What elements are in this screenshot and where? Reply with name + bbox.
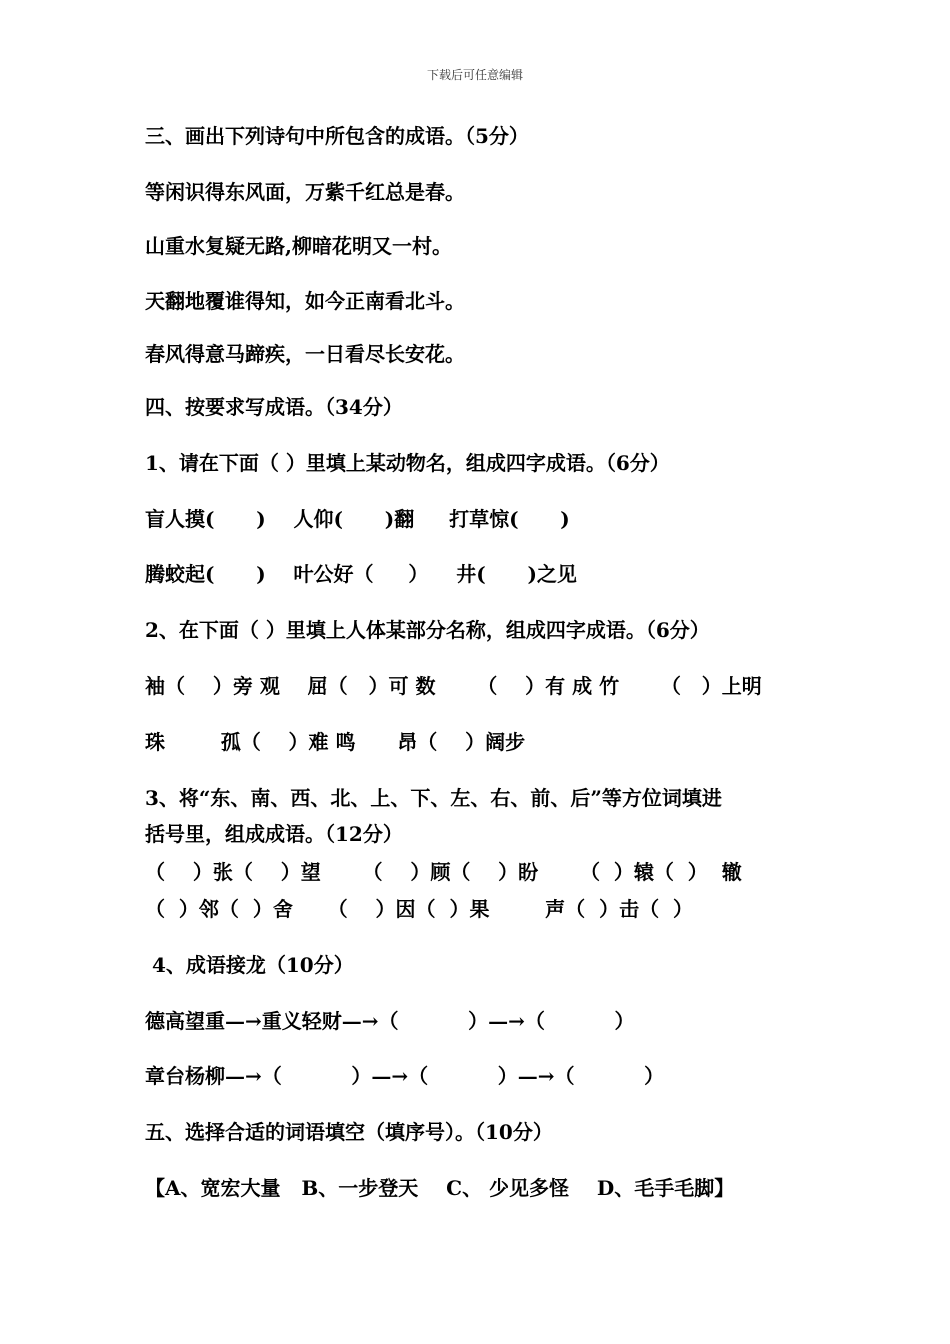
question-3-line-1: 3、将“东、南、西、北、上、下、左、右、前、后”等方位词填进 [145,786,722,810]
question-1: 1、请在下面（ ）里填上某动物名，组成四字成语。（6分） [145,451,670,475]
q3-row-2: （ ）邻（ ）舍 （ ）因（ ）果 声（ ）击（ ） [145,897,693,921]
question-3-line-2: 括号里，组成成语。（12分） [145,822,403,846]
section-5-title: 五、选择合适的词语填空（填序号）。（10分） [145,1120,553,1144]
q1-row-2: 腾蛟起( ) 叶公好（ ） 井( )之见 [145,562,577,586]
question-2: 2、在下面（ ）里填上人体某部分名称，组成四字成语。（6分） [145,618,710,642]
question-4: 4、成语接龙（10分） [145,953,354,977]
q1-row-1: 盲人摸( ) 人仰( )翻 打草惊( ) [145,507,570,531]
q2-row-2: 珠 孤（ ）难 鸣 昂（ ）阔步 [145,730,526,754]
word-options: 【A、宽宏大量 B、一步登天 C、 少见多怪 D、毛手毛脚】 [145,1176,735,1200]
section-3-title: 三、画出下列诗句中所包含的成语。（5分） [145,124,529,148]
poem-line-1: 等闲识得东风面，万紫千红总是春。 [145,180,465,204]
q4-row-1: 德高望重—→重义轻财—→（ ）—→（ ） [145,1009,635,1033]
poem-line-3: 天翻地覆谁得知，如今正南看北斗。 [145,289,465,313]
q4-row-2: 章台杨柳—→（ ）—→（ ）—→（ ） [145,1064,665,1088]
q3-row-1: （ ）张（ ）望 （ ）顾（ ）盼 （ ）辕（ ） 辙 [145,860,742,884]
q2-row-1: 袖（ ）旁 观 屈（ ）可 数 （ ）有 成 竹 （ ）上明 [145,674,762,698]
poem-line-2: 山重水复疑无路,柳暗花明又一村。 [145,234,452,258]
poem-line-4: 春风得意马蹄疾，一日看尽长安花。 [145,342,465,366]
section-4-title: 四、按要求写成语。（34分） [145,395,403,419]
page-header: 下载后可任意编辑 [426,68,523,82]
